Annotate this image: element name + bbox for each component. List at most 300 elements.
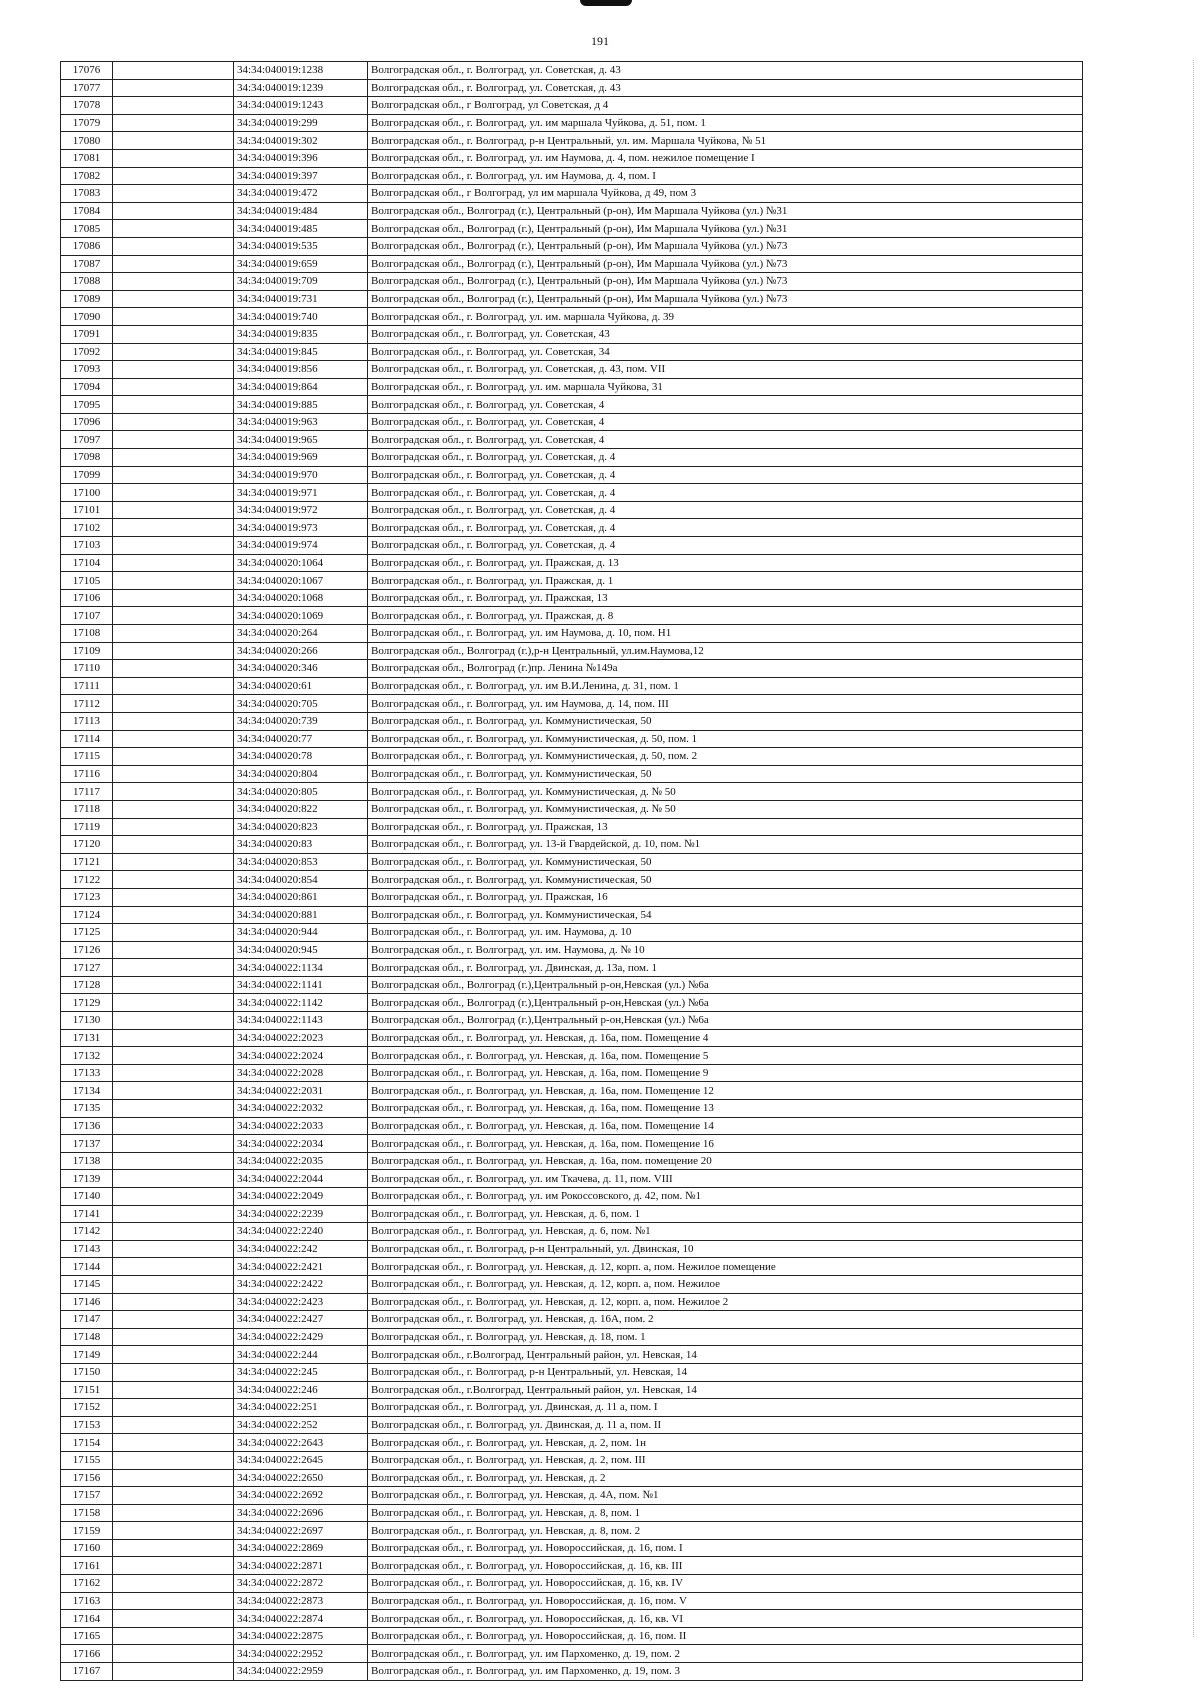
row-number-cell: 17167 — [61, 1663, 113, 1681]
empty-cell — [113, 79, 234, 97]
address-cell: Волгоградская обл., г. Волгоград, ул. Невская, д. 8, пом. 2 — [368, 1522, 1083, 1540]
empty-cell — [113, 1100, 234, 1118]
row-number-cell: 17127 — [61, 959, 113, 977]
cadastral-number-cell: 34:34:040022:2023 — [234, 1029, 368, 1047]
empty-cell — [113, 1575, 234, 1593]
address-cell: Волгоградская обл., г. Волгоград, ул. Коммунистическая, 54 — [368, 906, 1083, 924]
row-number-cell: 17085 — [61, 220, 113, 238]
address-cell: Волгоградская обл., г. Волгоград, ул. им Наумова, д. 4, пом. нежилое помещение I — [368, 149, 1083, 167]
cadastral-number-cell: 34:34:040022:2031 — [234, 1082, 368, 1100]
empty-cell — [113, 325, 234, 343]
empty-cell — [113, 1610, 234, 1628]
row-number-cell: 17135 — [61, 1100, 113, 1118]
empty-cell — [113, 730, 234, 748]
row-number-cell: 17164 — [61, 1610, 113, 1628]
cadastral-number-cell: 34:34:040022:251 — [234, 1399, 368, 1417]
address-cell: Волгоградская обл., Волгоград (г.),Центральный р-он,Невская (ул.) №6а — [368, 1012, 1083, 1030]
empty-cell — [113, 343, 234, 361]
cadastral-number-cell: 34:34:040020:881 — [234, 906, 368, 924]
cadastral-number-cell: 34:34:040022:2696 — [234, 1504, 368, 1522]
cadastral-number-cell: 34:34:040020:1068 — [234, 589, 368, 607]
address-cell: Волгоградская обл., г. Волгоград, ул. Невская, д. 16а, пом. Помещение 9 — [368, 1064, 1083, 1082]
row-number-cell: 17124 — [61, 906, 113, 924]
empty-cell — [113, 748, 234, 766]
empty-cell — [113, 1416, 234, 1434]
table-row — [61, 572, 1083, 590]
row-number-cell: 17123 — [61, 888, 113, 906]
cadastral-number-cell: 34:34:040022:2421 — [234, 1258, 368, 1276]
table-row — [61, 1575, 1083, 1593]
row-number-cell: 17105 — [61, 572, 113, 590]
table-row — [61, 466, 1083, 484]
cadastral-number-cell: 34:34:040020:822 — [234, 800, 368, 818]
row-number-cell: 17089 — [61, 290, 113, 308]
table-row — [61, 765, 1083, 783]
row-number-cell: 17096 — [61, 413, 113, 431]
cadastral-number-cell: 34:34:040020:1067 — [234, 572, 368, 590]
empty-cell — [113, 765, 234, 783]
empty-cell — [113, 1082, 234, 1100]
row-number-cell: 17117 — [61, 783, 113, 801]
row-number-cell: 17136 — [61, 1117, 113, 1135]
table-row — [61, 924, 1083, 942]
address-cell: Волгоградская обл., г. Волгоград, ул. Невская, д. 16А, пом. 2 — [368, 1311, 1083, 1329]
page-edge-line — [1193, 60, 1194, 1637]
empty-cell — [113, 1223, 234, 1241]
row-number-cell: 17083 — [61, 185, 113, 203]
empty-cell — [113, 167, 234, 185]
empty-cell — [113, 994, 234, 1012]
table-row — [61, 1399, 1083, 1417]
table-row — [61, 1610, 1083, 1628]
address-cell: Волгоградская обл., г. Волгоград, ул. Советская, д. 4 — [368, 519, 1083, 537]
table-row — [61, 853, 1083, 871]
address-cell: Волгоградская обл., г. Волгоград, ул. Пражская, д. 13 — [368, 554, 1083, 572]
address-cell: Волгоградская обл., г. Волгоград, ул. Советская, д. 4 — [368, 449, 1083, 467]
address-cell: Волгоградская обл., Волгоград (г.),р-н Центральный, ул.им.Наумова,12 — [368, 642, 1083, 660]
cadastral-number-cell: 34:34:040019:302 — [234, 132, 368, 150]
table-row — [61, 1663, 1083, 1681]
row-number-cell: 17113 — [61, 712, 113, 730]
empty-cell — [113, 941, 234, 959]
row-number-cell: 17094 — [61, 378, 113, 396]
row-number-cell: 17121 — [61, 853, 113, 871]
address-cell: Волгоградская обл., г. Волгоград, ул. Новороссийская, д. 16, кв. IV — [368, 1575, 1083, 1593]
empty-cell — [113, 1557, 234, 1575]
address-cell: Волгоградская обл., г. Волгоград, ул. Пражская, 13 — [368, 589, 1083, 607]
address-cell: Волгоградская обл., г. Волгоград, ул. Коммунистическая, 50 — [368, 853, 1083, 871]
row-number-cell: 17095 — [61, 396, 113, 414]
table-row — [61, 255, 1083, 273]
address-cell: Волгоградская обл., г. Волгоград, ул. Новороссийская, д. 16, кв. VI — [368, 1610, 1083, 1628]
row-number-cell: 17140 — [61, 1188, 113, 1206]
cadastral-number-cell: 34:34:040020:853 — [234, 853, 368, 871]
cadastral-number-cell: 34:34:040022:2028 — [234, 1064, 368, 1082]
address-cell: Волгоградская обл., г. Волгоград, ул. Советская, д. 43 — [368, 79, 1083, 97]
empty-cell — [113, 1592, 234, 1610]
row-number-cell: 17153 — [61, 1416, 113, 1434]
cadastral-number-cell: 34:34:040019:864 — [234, 378, 368, 396]
cadastral-number-cell: 34:34:040022:2869 — [234, 1539, 368, 1557]
table-row — [61, 97, 1083, 115]
row-number-cell: 17163 — [61, 1592, 113, 1610]
table-row — [61, 537, 1083, 555]
address-cell: Волгоградская обл., Волгоград (г.), Центральный (р-он), Им Маршала Чуйкова (ул.) №73 — [368, 273, 1083, 291]
cadastral-number-cell: 34:34:040020:77 — [234, 730, 368, 748]
row-number-cell: 17092 — [61, 343, 113, 361]
empty-cell — [113, 361, 234, 379]
table-row — [61, 1645, 1083, 1663]
address-cell: Волгоградская обл., Волгоград (г.),Центральный р-он,Невская (ул.) №6а — [368, 994, 1083, 1012]
table-row — [61, 1152, 1083, 1170]
cadastral-number-cell: 34:34:040020:78 — [234, 748, 368, 766]
row-number-cell: 17143 — [61, 1240, 113, 1258]
row-number-cell: 17102 — [61, 519, 113, 537]
row-number-cell: 17134 — [61, 1082, 113, 1100]
empty-cell — [113, 308, 234, 326]
table-row — [61, 818, 1083, 836]
row-number-cell: 17114 — [61, 730, 113, 748]
address-cell: Волгоградская обл., Волгоград (г.),Центральный р-он,Невская (ул.) №6а — [368, 976, 1083, 994]
table-row — [61, 361, 1083, 379]
address-cell: Волгоградская обл., г. Волгоград, ул. им Рокоссовского, д. 42, пом. №1 — [368, 1188, 1083, 1206]
register-table-body — [61, 62, 1083, 1681]
cadastral-number-cell: 34:34:040019:974 — [234, 537, 368, 555]
empty-cell — [113, 1434, 234, 1452]
empty-cell — [113, 1064, 234, 1082]
empty-cell — [113, 1399, 234, 1417]
table-row — [61, 114, 1083, 132]
address-cell: Волгоградская обл., Волгоград (г.)пр. Ленина №149а — [368, 660, 1083, 678]
row-number-cell: 17079 — [61, 114, 113, 132]
row-number-cell: 17158 — [61, 1504, 113, 1522]
address-cell: Волгоградская обл., г. Волгоград, ул. Двинская, д. 13а, пом. 1 — [368, 959, 1083, 977]
table-row — [61, 554, 1083, 572]
cadastral-number-cell: 34:34:040022:2044 — [234, 1170, 368, 1188]
row-number-cell: 17097 — [61, 431, 113, 449]
row-number-cell: 17130 — [61, 1012, 113, 1030]
address-cell: Волгоградская обл., Волгоград (г.), Центральный (р-он), Им Маршала Чуйкова (ул.) №31 — [368, 202, 1083, 220]
address-cell: Волгоградская обл., г. Волгоград, ул. Невская, д. 6, пом. 1 — [368, 1205, 1083, 1223]
empty-cell — [113, 255, 234, 273]
row-number-cell: 17093 — [61, 361, 113, 379]
table-row — [61, 589, 1083, 607]
empty-cell — [113, 466, 234, 484]
cadastral-number-cell: 34:34:040019:485 — [234, 220, 368, 238]
address-cell: Волгоградская обл., г. Волгоград, р-н Центральный, ул. Двинская, 10 — [368, 1240, 1083, 1258]
table-row — [61, 1293, 1083, 1311]
cadastral-number-cell: 34:34:040019:1243 — [234, 97, 368, 115]
table-row — [61, 1592, 1083, 1610]
table-row — [61, 1240, 1083, 1258]
empty-cell — [113, 818, 234, 836]
empty-cell — [113, 537, 234, 555]
address-cell: Волгоградская обл., г. Волгоград, ул. Советская, 34 — [368, 343, 1083, 361]
table-row — [61, 220, 1083, 238]
table-row — [61, 290, 1083, 308]
empty-cell — [113, 220, 234, 238]
address-cell: Волгоградская обл., г. Волгоград, ул. им Наумова, д. 10, пом. Н1 — [368, 625, 1083, 643]
address-cell: Волгоградская обл., г. Волгоград, ул. Невская, д. 2 — [368, 1469, 1083, 1487]
empty-cell — [113, 185, 234, 203]
cadastral-number-cell: 34:34:040019:965 — [234, 431, 368, 449]
table-row — [61, 1029, 1083, 1047]
row-number-cell: 17137 — [61, 1135, 113, 1153]
cadastral-number-cell: 34:34:040022:245 — [234, 1363, 368, 1381]
cadastral-number-cell: 34:34:040019:856 — [234, 361, 368, 379]
row-number-cell: 17111 — [61, 677, 113, 695]
empty-cell — [113, 149, 234, 167]
address-cell: Волгоградская обл., г. Волгоград, ул. Советская, д. 4 — [368, 501, 1083, 519]
cadastral-number-cell: 34:34:040019:845 — [234, 343, 368, 361]
empty-cell — [113, 959, 234, 977]
table-row — [61, 1346, 1083, 1364]
empty-cell — [113, 378, 234, 396]
table-row — [61, 748, 1083, 766]
scan-artifact-mark — [580, 0, 632, 6]
table-row — [61, 1117, 1083, 1135]
row-number-cell: 17109 — [61, 642, 113, 660]
empty-cell — [113, 589, 234, 607]
row-number-cell: 17133 — [61, 1064, 113, 1082]
empty-cell — [113, 1346, 234, 1364]
address-cell: Волгоградская обл., г. Волгоград, ул. Невская, д. 16а, пом. Помещение 12 — [368, 1082, 1083, 1100]
table-row — [61, 1363, 1083, 1381]
table-row — [61, 1328, 1083, 1346]
address-cell: Волгоградская обл., г. Волгоград, ул. Советская, 4 — [368, 396, 1083, 414]
table-row — [61, 1451, 1083, 1469]
cadastral-number-cell: 34:34:040020:739 — [234, 712, 368, 730]
row-number-cell: 17146 — [61, 1293, 113, 1311]
empty-cell — [113, 1117, 234, 1135]
empty-cell — [113, 62, 234, 80]
table-row — [61, 836, 1083, 854]
empty-cell — [113, 132, 234, 150]
row-number-cell: 17106 — [61, 589, 113, 607]
empty-cell — [113, 273, 234, 291]
row-number-cell: 17082 — [61, 167, 113, 185]
address-cell: Волгоградская обл., г. Волгоград, ул. Пражская, д. 8 — [368, 607, 1083, 625]
address-cell: Волгоградская обл., г. Волгоград, ул. им. Наумова, д. 10 — [368, 924, 1083, 942]
empty-cell — [113, 449, 234, 467]
address-cell: Волгоградская обл., г. Волгоград, ул. им В.И.Ленина, д. 31, пом. 1 — [368, 677, 1083, 695]
cadastral-number-cell: 34:34:040019:973 — [234, 519, 368, 537]
empty-cell — [113, 431, 234, 449]
address-cell: Волгоградская обл., г. Волгоград, ул. им Пархоменко, д. 19, пом. 3 — [368, 1663, 1083, 1681]
table-row — [61, 185, 1083, 203]
address-cell: Волгоградская обл., Волгоград (г.), Центральный (р-он), Им Маршала Чуйкова (ул.) №31 — [368, 220, 1083, 238]
table-row — [61, 1522, 1083, 1540]
row-number-cell: 17126 — [61, 941, 113, 959]
cadastral-number-cell: 34:34:040022:2024 — [234, 1047, 368, 1065]
empty-cell — [113, 1293, 234, 1311]
address-cell: Волгоградская обл., г. Волгоград, ул. Коммунистическая, 50 — [368, 765, 1083, 783]
empty-cell — [113, 853, 234, 871]
cadastral-number-cell: 34:34:040020:823 — [234, 818, 368, 836]
cadastral-number-cell: 34:34:040019:472 — [234, 185, 368, 203]
address-cell: Волгоградская обл., г. Волгоград, ул. Коммунистическая, д. № 50 — [368, 800, 1083, 818]
cadastral-number-cell: 34:34:040022:2423 — [234, 1293, 368, 1311]
address-cell: Волгоградская обл., г. Волгоград, ул. Советская, д. 43, пом. VII — [368, 361, 1083, 379]
table-row — [61, 413, 1083, 431]
table-row — [61, 501, 1083, 519]
cadastral-number-cell: 34:34:040020:861 — [234, 888, 368, 906]
address-cell: Волгоградская обл., г. Волгоград, ул. им. Наумова, д. № 10 — [368, 941, 1083, 959]
table-row — [61, 1188, 1083, 1206]
empty-cell — [113, 1047, 234, 1065]
table-row — [61, 625, 1083, 643]
address-cell: Волгоградская обл., г. Волгоград, ул. им маршала Чуйкова, д. 51, пом. 1 — [368, 114, 1083, 132]
row-number-cell: 17118 — [61, 800, 113, 818]
empty-cell — [113, 572, 234, 590]
cadastral-number-cell: 34:34:040020:264 — [234, 625, 368, 643]
row-number-cell: 17131 — [61, 1029, 113, 1047]
table-row — [61, 308, 1083, 326]
table-row — [61, 1047, 1083, 1065]
cadastral-number-cell: 34:34:040022:2872 — [234, 1575, 368, 1593]
address-cell: Волгоградская обл., г.Волгоград, Центральный район, ул. Невская, 14 — [368, 1381, 1083, 1399]
empty-cell — [113, 1522, 234, 1540]
empty-cell — [113, 519, 234, 537]
empty-cell — [113, 1205, 234, 1223]
cadastral-number-cell: 34:34:040019:970 — [234, 466, 368, 484]
empty-cell — [113, 1311, 234, 1329]
empty-cell — [113, 976, 234, 994]
address-cell: Волгоградская обл., г. Волгоград, ул. Невская, д. 8, пом. 1 — [368, 1504, 1083, 1522]
table-row — [61, 484, 1083, 502]
row-number-cell: 17165 — [61, 1627, 113, 1645]
empty-cell — [113, 114, 234, 132]
address-cell: Волгоградская обл., г. Волгоград, ул. им Ткачева, д. 11, пом. VIII — [368, 1170, 1083, 1188]
address-cell: Волгоградская обл., г. Волгоград, ул. Пражская, д. 1 — [368, 572, 1083, 590]
property-register-table — [60, 61, 1083, 1681]
empty-cell — [113, 484, 234, 502]
address-cell: Волгоградская обл., Волгоград (г.), Центральный (р-он), Им Маршала Чуйкова (ул.) №73 — [368, 255, 1083, 273]
cadastral-number-cell: 34:34:040020:346 — [234, 660, 368, 678]
address-cell: Волгоградская обл., г. Волгоград, ул. им Наумова, д. 14, пом. III — [368, 695, 1083, 713]
cadastral-number-cell: 34:34:040022:2874 — [234, 1610, 368, 1628]
table-row — [61, 149, 1083, 167]
empty-cell — [113, 1258, 234, 1276]
cadastral-number-cell: 34:34:040019:963 — [234, 413, 368, 431]
address-cell: Волгоградская обл., г. Волгоград, ул. Новороссийская, д. 16, пом. I — [368, 1539, 1083, 1557]
address-cell: Волгоградская обл., г. Волгоград, ул. Коммунистическая, 50 — [368, 712, 1083, 730]
cadastral-number-cell: 34:34:040020:854 — [234, 871, 368, 889]
empty-cell — [113, 677, 234, 695]
row-number-cell: 17157 — [61, 1487, 113, 1505]
cadastral-number-cell: 34:34:040022:242 — [234, 1240, 368, 1258]
empty-cell — [113, 607, 234, 625]
table-row — [61, 1311, 1083, 1329]
cadastral-number-cell: 34:34:040020:1069 — [234, 607, 368, 625]
address-cell: Волгоградская обл., г. Волгоград, ул. 13-й Гвардейской, д. 10, пом. №1 — [368, 836, 1083, 854]
cadastral-number-cell: 34:34:040019:740 — [234, 308, 368, 326]
row-number-cell: 17098 — [61, 449, 113, 467]
address-cell: Волгоградская обл., г. Волгоград, ул. им Пархоменко, д. 19, пом. 2 — [368, 1645, 1083, 1663]
table-row — [61, 994, 1083, 1012]
page-number: 191 — [591, 34, 609, 48]
cadastral-number-cell: 34:34:040022:2422 — [234, 1275, 368, 1293]
address-cell: Волгоградская обл., г. Волгоград, ул. Коммунистическая, 50 — [368, 871, 1083, 889]
address-cell: Волгоградская обл., г. Волгоград, ул. Невская, д. 18, пом. 1 — [368, 1328, 1083, 1346]
row-number-cell: 17112 — [61, 695, 113, 713]
address-cell: Волгоградская обл., г. Волгоград, ул. Невская, д. 16а, пом. Помещение 14 — [368, 1117, 1083, 1135]
cadastral-number-cell: 34:34:040022:2871 — [234, 1557, 368, 1575]
empty-cell — [113, 1152, 234, 1170]
cadastral-number-cell: 34:34:040022:2875 — [234, 1627, 368, 1645]
cadastral-number-cell: 34:34:040020:1064 — [234, 554, 368, 572]
table-row — [61, 1627, 1083, 1645]
row-number-cell: 17150 — [61, 1363, 113, 1381]
cadastral-number-cell: 34:34:040022:2032 — [234, 1100, 368, 1118]
table-row — [61, 1258, 1083, 1276]
table-row — [61, 1487, 1083, 1505]
cadastral-number-cell: 34:34:040019:659 — [234, 255, 368, 273]
table-row — [61, 431, 1083, 449]
cadastral-number-cell: 34:34:040022:246 — [234, 1381, 368, 1399]
cadastral-number-cell: 34:34:040019:397 — [234, 167, 368, 185]
address-cell: Волгоградская обл., г. Волгоград, ул. Советская, 4 — [368, 431, 1083, 449]
empty-cell — [113, 1012, 234, 1030]
table-row — [61, 1012, 1083, 1030]
address-cell: Волгоградская обл., Волгоград (г.), Центральный (р-он), Им Маршала Чуйкова (ул.) №73 — [368, 290, 1083, 308]
cadastral-number-cell: 34:34:040022:1142 — [234, 994, 368, 1012]
table-row — [61, 396, 1083, 414]
table-row — [61, 1469, 1083, 1487]
row-number-cell: 17139 — [61, 1170, 113, 1188]
row-number-cell: 17116 — [61, 765, 113, 783]
table-row — [61, 343, 1083, 361]
table-row — [61, 1275, 1083, 1293]
address-cell: Волгоградская обл., г. Волгоград, ул. Советская, д. 4 — [368, 466, 1083, 484]
cadastral-number-cell: 34:34:040022:2959 — [234, 1663, 368, 1681]
row-number-cell: 17132 — [61, 1047, 113, 1065]
row-number-cell: 17077 — [61, 79, 113, 97]
empty-cell — [113, 888, 234, 906]
address-cell: Волгоградская обл., г. Волгоград, ул. им Наумова, д. 4, пом. I — [368, 167, 1083, 185]
row-number-cell: 17084 — [61, 202, 113, 220]
empty-cell — [113, 1451, 234, 1469]
table-row — [61, 237, 1083, 255]
cadastral-number-cell: 34:34:040022:2427 — [234, 1311, 368, 1329]
table-row — [61, 1170, 1083, 1188]
row-number-cell: 17125 — [61, 924, 113, 942]
cadastral-number-cell: 34:34:040019:972 — [234, 501, 368, 519]
cadastral-number-cell: 34:34:040022:2873 — [234, 1592, 368, 1610]
empty-cell — [113, 660, 234, 678]
table-row — [61, 62, 1083, 80]
cadastral-number-cell: 34:34:040020:944 — [234, 924, 368, 942]
row-number-cell: 17159 — [61, 1522, 113, 1540]
row-number-cell: 17115 — [61, 748, 113, 766]
cadastral-number-cell: 34:34:040022:244 — [234, 1346, 368, 1364]
address-cell: Волгоградская обл., г. Волгоград, ул. Невская, д. 16а, пом. Помещение 13 — [368, 1100, 1083, 1118]
address-cell: Волгоградская обл., г. Волгоград, ул. Невская, д. 2, пом. III — [368, 1451, 1083, 1469]
address-cell: Волгоградская обл., г. Волгоград, ул. Советская, д. 4 — [368, 537, 1083, 555]
address-cell: Волгоградская обл., г. Волгоград, ул. Невская, д. 16а, пом. Помещение 4 — [368, 1029, 1083, 1047]
row-number-cell: 17076 — [61, 62, 113, 80]
table-row — [61, 730, 1083, 748]
address-cell: Волгоградская обл., г. Волгоград, ул. Новороссийская, д. 16, пом. II — [368, 1627, 1083, 1645]
table-row — [61, 783, 1083, 801]
row-number-cell: 17081 — [61, 149, 113, 167]
row-number-cell: 17152 — [61, 1399, 113, 1417]
empty-cell — [113, 554, 234, 572]
empty-cell — [113, 237, 234, 255]
cadastral-number-cell: 34:34:040020:266 — [234, 642, 368, 660]
address-cell: Волгоградская обл., г. Волгоград, ул. Невская, д. 16а, пом. Помещение 5 — [368, 1047, 1083, 1065]
address-cell: Волгоградская обл., г.Волгоград, Центральный район, ул. Невская, 14 — [368, 1346, 1083, 1364]
